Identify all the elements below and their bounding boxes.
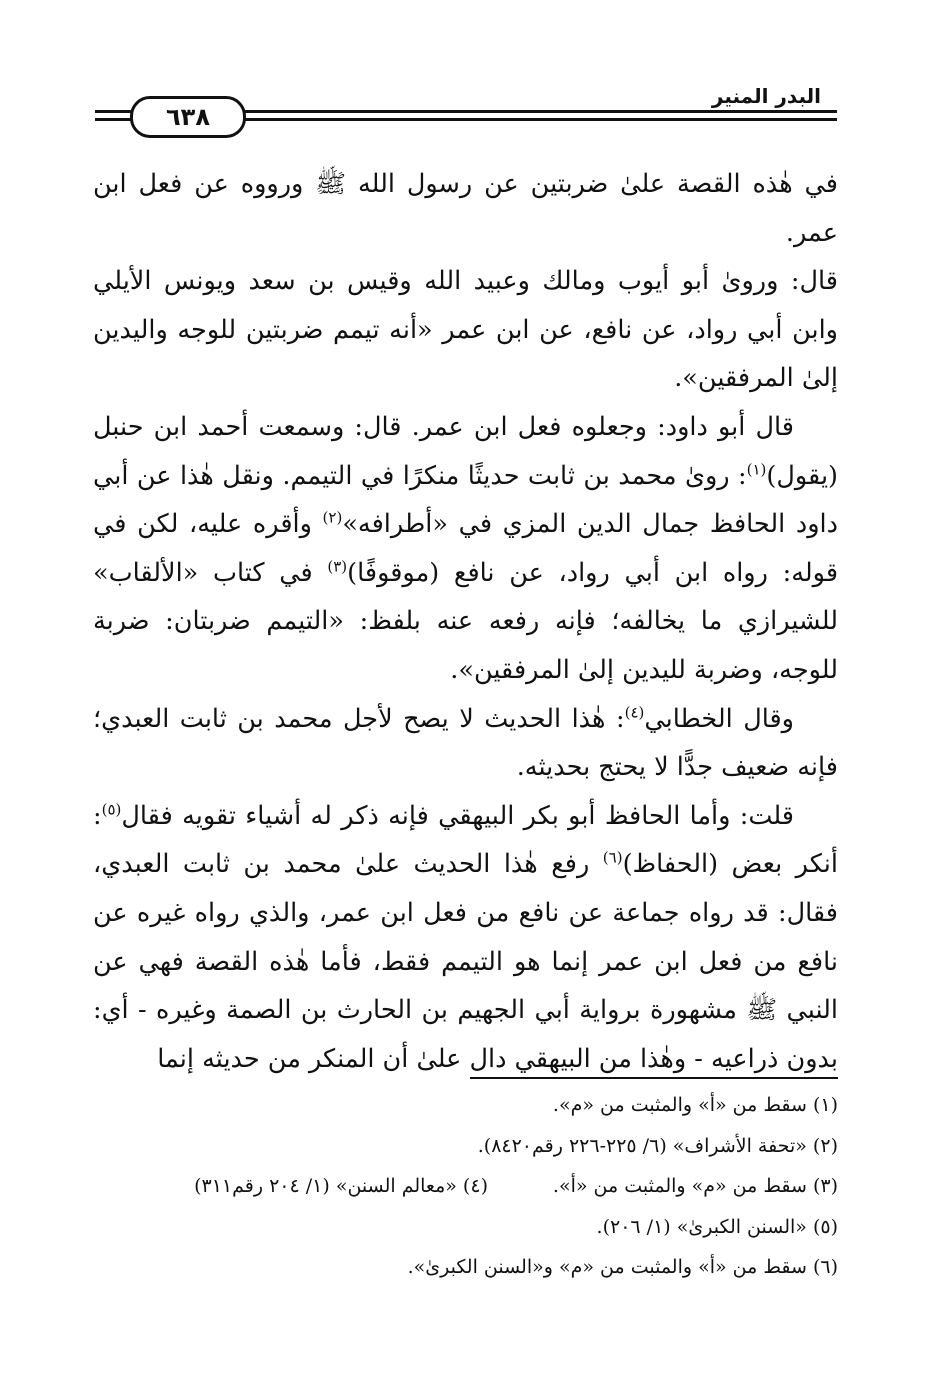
- footnote-2: (٢) «تحفة الأشراف» (٦/ ٢٢٥-٢٢٦ رقم٨٤٢٠).: [477, 1134, 838, 1157]
- book-title: البدر المنير: [706, 84, 827, 108]
- footnote-row-3-4: [93, 1166, 838, 1207]
- paragraph-3-part-c: وأقره عليه، لكن في قوله: رواه ابن أبي رواد، عن نافع (موقوفًا): [93, 509, 839, 588]
- paragraph-1: في هٰذه القصة علىٰ ضربتين عن رسول الله ﷺ ورووه عن فعل ابن عمر.: [93, 169, 838, 248]
- footnotes: [93, 1085, 838, 1288]
- paragraph-5-part-a: قلت: وأما الحافظ أبو بكر البيهقي فإنه ذكر له أشياء تقويه فقال: [121, 800, 794, 831]
- main-text: [93, 160, 838, 1083]
- footnote-ref-4[interactable]: (٤): [624, 703, 645, 722]
- page-header: [95, 86, 837, 142]
- paragraph-5-part-b: : أنكر بعض (الحفاظ): [93, 800, 838, 880]
- paragraph-4-part-b: : هٰذا الحديث لا يصح لأجل محمد بن ثابت العبدي؛ فإنه ضعيف جدًّا لا يحتج بحديثه.: [93, 703, 838, 783]
- page-number: ٦٣٨: [130, 96, 246, 138]
- paragraph-2: قال: ورویٰ أبو أيوب ومالك وعبيد الله وقيس بن سعد ويونس الأيلي وابن أبي رواد، عن نافع، عن ابن عمر «أنه تيمم ضربتين للوجه واليدين إلىٰ المرفقين».: [93, 266, 838, 394]
- footnote-3: (٣) سقط من «م» والمثبت من «أ».: [552, 1175, 838, 1197]
- footnote-ref-2[interactable]: (٢): [322, 508, 343, 527]
- paragraph-4: [93, 695, 838, 792]
- footnote-6: (٦) سقط من «أ» والمثبت من «م» و«السنن الكبرىٰ».: [407, 1256, 838, 1278]
- footnote-divider: [470, 1077, 838, 1079]
- footnote-1: (١) سقط من «أ» والمثبت من «م».: [552, 1094, 838, 1116]
- paragraph-3-part-a: قال أبو داود: وجعلوه فعل ابن عمر. قال: وسمعت أحمد ابن حنبل (يقول): [93, 411, 838, 491]
- footnote-ref-5[interactable]: (٥): [101, 800, 122, 819]
- paragraph-5: [93, 792, 838, 1084]
- paragraph-3-part-d: في كتاب «الألقاب» للشيرازي ما يخالفه؛ فإنه رفعه عنه بلفظ: «التيمم ضربتان: ضربة للوجه، وضربة لليدين إلىٰ المرفقين».: [93, 557, 838, 685]
- footnote-ref-6[interactable]: (٦): [602, 848, 623, 867]
- paragraph-5-part-c: رفع هٰذا الحديث علىٰ محمد بن ثابت العبدي، فقال: قد رواه جماعة عن نافع من فعل ابن عمر، والذي رواه غيره عن نافع من فعل ابن عمر إنما هو التيمم فقط، فأما هٰذه القصة فهي عن النبي ﷺ مشهورة برواية أبي الجهيم بن الحارث بن الصمة وغيره - أي: بدون ذراعيه - وهٰذا من البيهقي دال علىٰ أن المنكر من حديثه إنما: [93, 849, 838, 1074]
- paragraph-3-part-b: : رویٰ محمد بن ثابت حديثًا منكرًا في التيمم. ونقل هٰذا عن أبي داود الحافظ جمال الدين المزي في «أطرافه»: [93, 460, 838, 540]
- paragraph-4-part-a: وقال الخطابي: [644, 703, 794, 734]
- footnote-4: (٤) «معالم السنن» (١/ ٢٠٤ رقم٣١١): [194, 1175, 488, 1197]
- paragraph-3: [93, 403, 838, 695]
- footnote-ref-1[interactable]: (١): [746, 460, 767, 479]
- footnote-5: (٥) «السنن الكبرىٰ» (١/ ٢٠٦).: [596, 1215, 838, 1238]
- footnote-ref-3[interactable]: (٣): [327, 557, 348, 576]
